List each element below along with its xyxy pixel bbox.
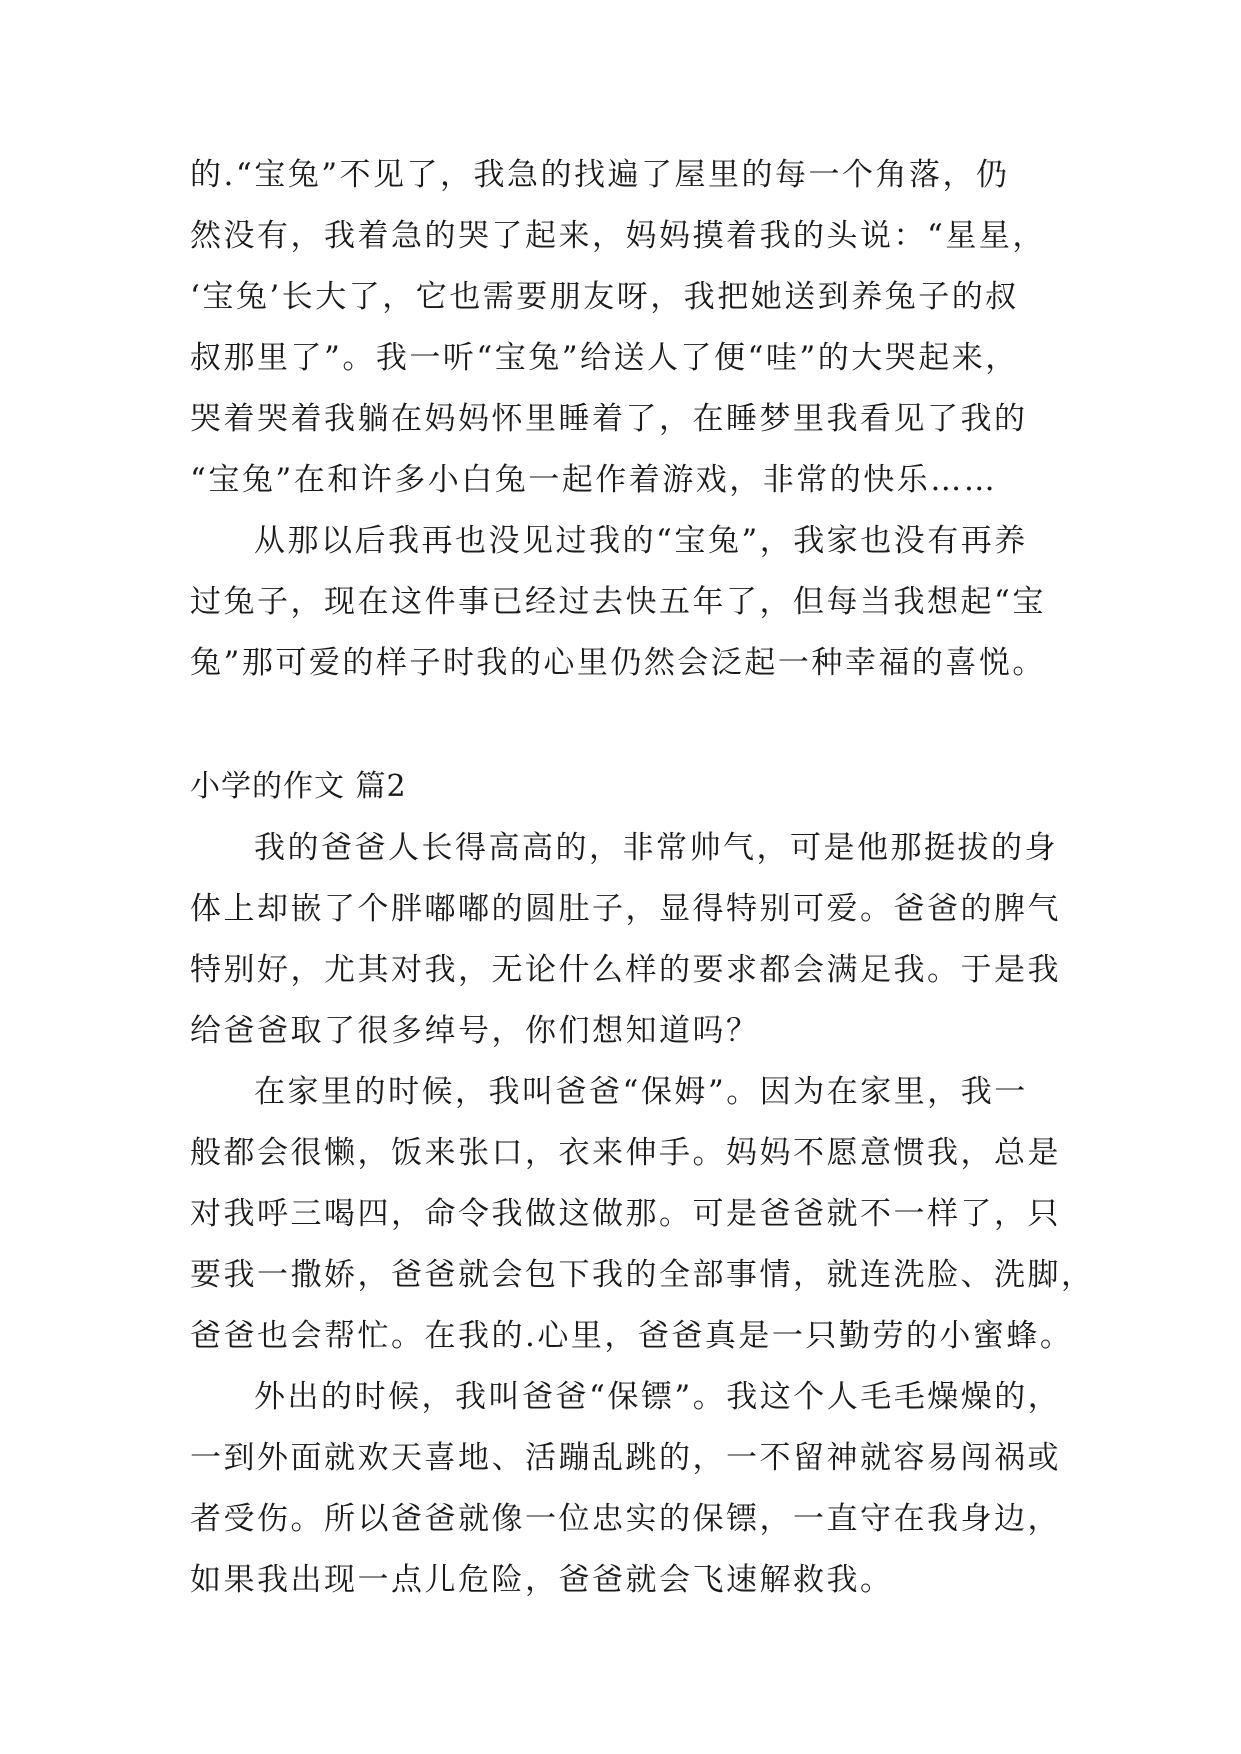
paragraph-line: 的.“宝兔”不见了，我急的找遍了屋里的每一个角落，仍: [190, 157, 1010, 193]
paragraph-line: 我的爸爸人长得高高的，非常帅气，可是他那挺拔的身: [254, 830, 1058, 866]
paragraph-line: 体上却嵌了个胖嘟嘟的圆肚子，显得特别可爱。爸爸的脾气: [190, 891, 1061, 927]
paragraph-line: 叔那里了”。我一听“宝兔”给送人了便“哇”的大哭起来，: [190, 340, 1019, 376]
paragraph-line: 兔”那可爱的样子时我的心里仍然会泛起一种幸福的喜悦。: [190, 645, 1046, 681]
paragraph-line: 哭着哭着我躺在妈妈怀里睡着了，在睡梦里我看见了我的: [190, 401, 1028, 437]
paragraph-line: 般都会很懒，饭来张口，衣来伸手。妈妈不愿意惯我，总是: [190, 1135, 1061, 1171]
paragraph-line: “宝兔”在和许多小白兔一起作着游戏，非常的快乐……: [190, 462, 998, 498]
paragraph-line: 特别好，尤其对我，无论什么样的要求都会满足我。于是我: [190, 952, 1061, 988]
paragraph-line: 如果我出现一点儿危险，爸爸就会飞速解救我。: [190, 1562, 894, 1598]
paragraph-line: 一到外面就欢天喜地、活蹦乱跳的，一不留神就容易闯祸或: [190, 1440, 1061, 1476]
paragraph-line: 对我呼三喝四，命令我做这做那。可是爸爸就不一样了，只: [190, 1196, 1061, 1232]
paragraph-line: 给爸爸取了很多绰号，你们想知道吗？: [190, 1013, 760, 1049]
paragraph-line: ‘宝兔’长大了，它也需要朋友呀，我把她送到养兔子的叔: [190, 279, 1019, 315]
essay-heading: 小学的作文 篇2: [190, 769, 407, 804]
paragraph-line: 者受伤。所以爸爸就像一位忠实的保镖，一直守在我身边，: [190, 1501, 1061, 1537]
paragraph-line: 然没有，我着急的哭了起来，妈妈摸着我的头说：“星星，: [190, 218, 1046, 254]
paragraph-line: 从那以后我再也没见过我的“宝兔”，我家也没有再养: [254, 523, 1028, 559]
paragraph-line: 爸爸也会帮忙。在我的.心里，爸爸真是一只勤劳的小蜜蜂。: [190, 1318, 1074, 1354]
paragraph-line: 外出的时候，我叫爸爸“保镖”。我这个人毛毛燥燥的，: [254, 1379, 1062, 1415]
paragraph-line: 在家里的时候，我叫爸爸“保姆”。因为在家里，我一: [254, 1074, 1028, 1110]
paragraph-line: 要我一撒娇，爸爸就会包下我的全部事情，就连洗脸、洗脚，: [190, 1257, 1095, 1293]
paragraph-line: 过兔子，现在这件事已经过去快五年了，但每当我想起“宝: [190, 584, 1046, 620]
